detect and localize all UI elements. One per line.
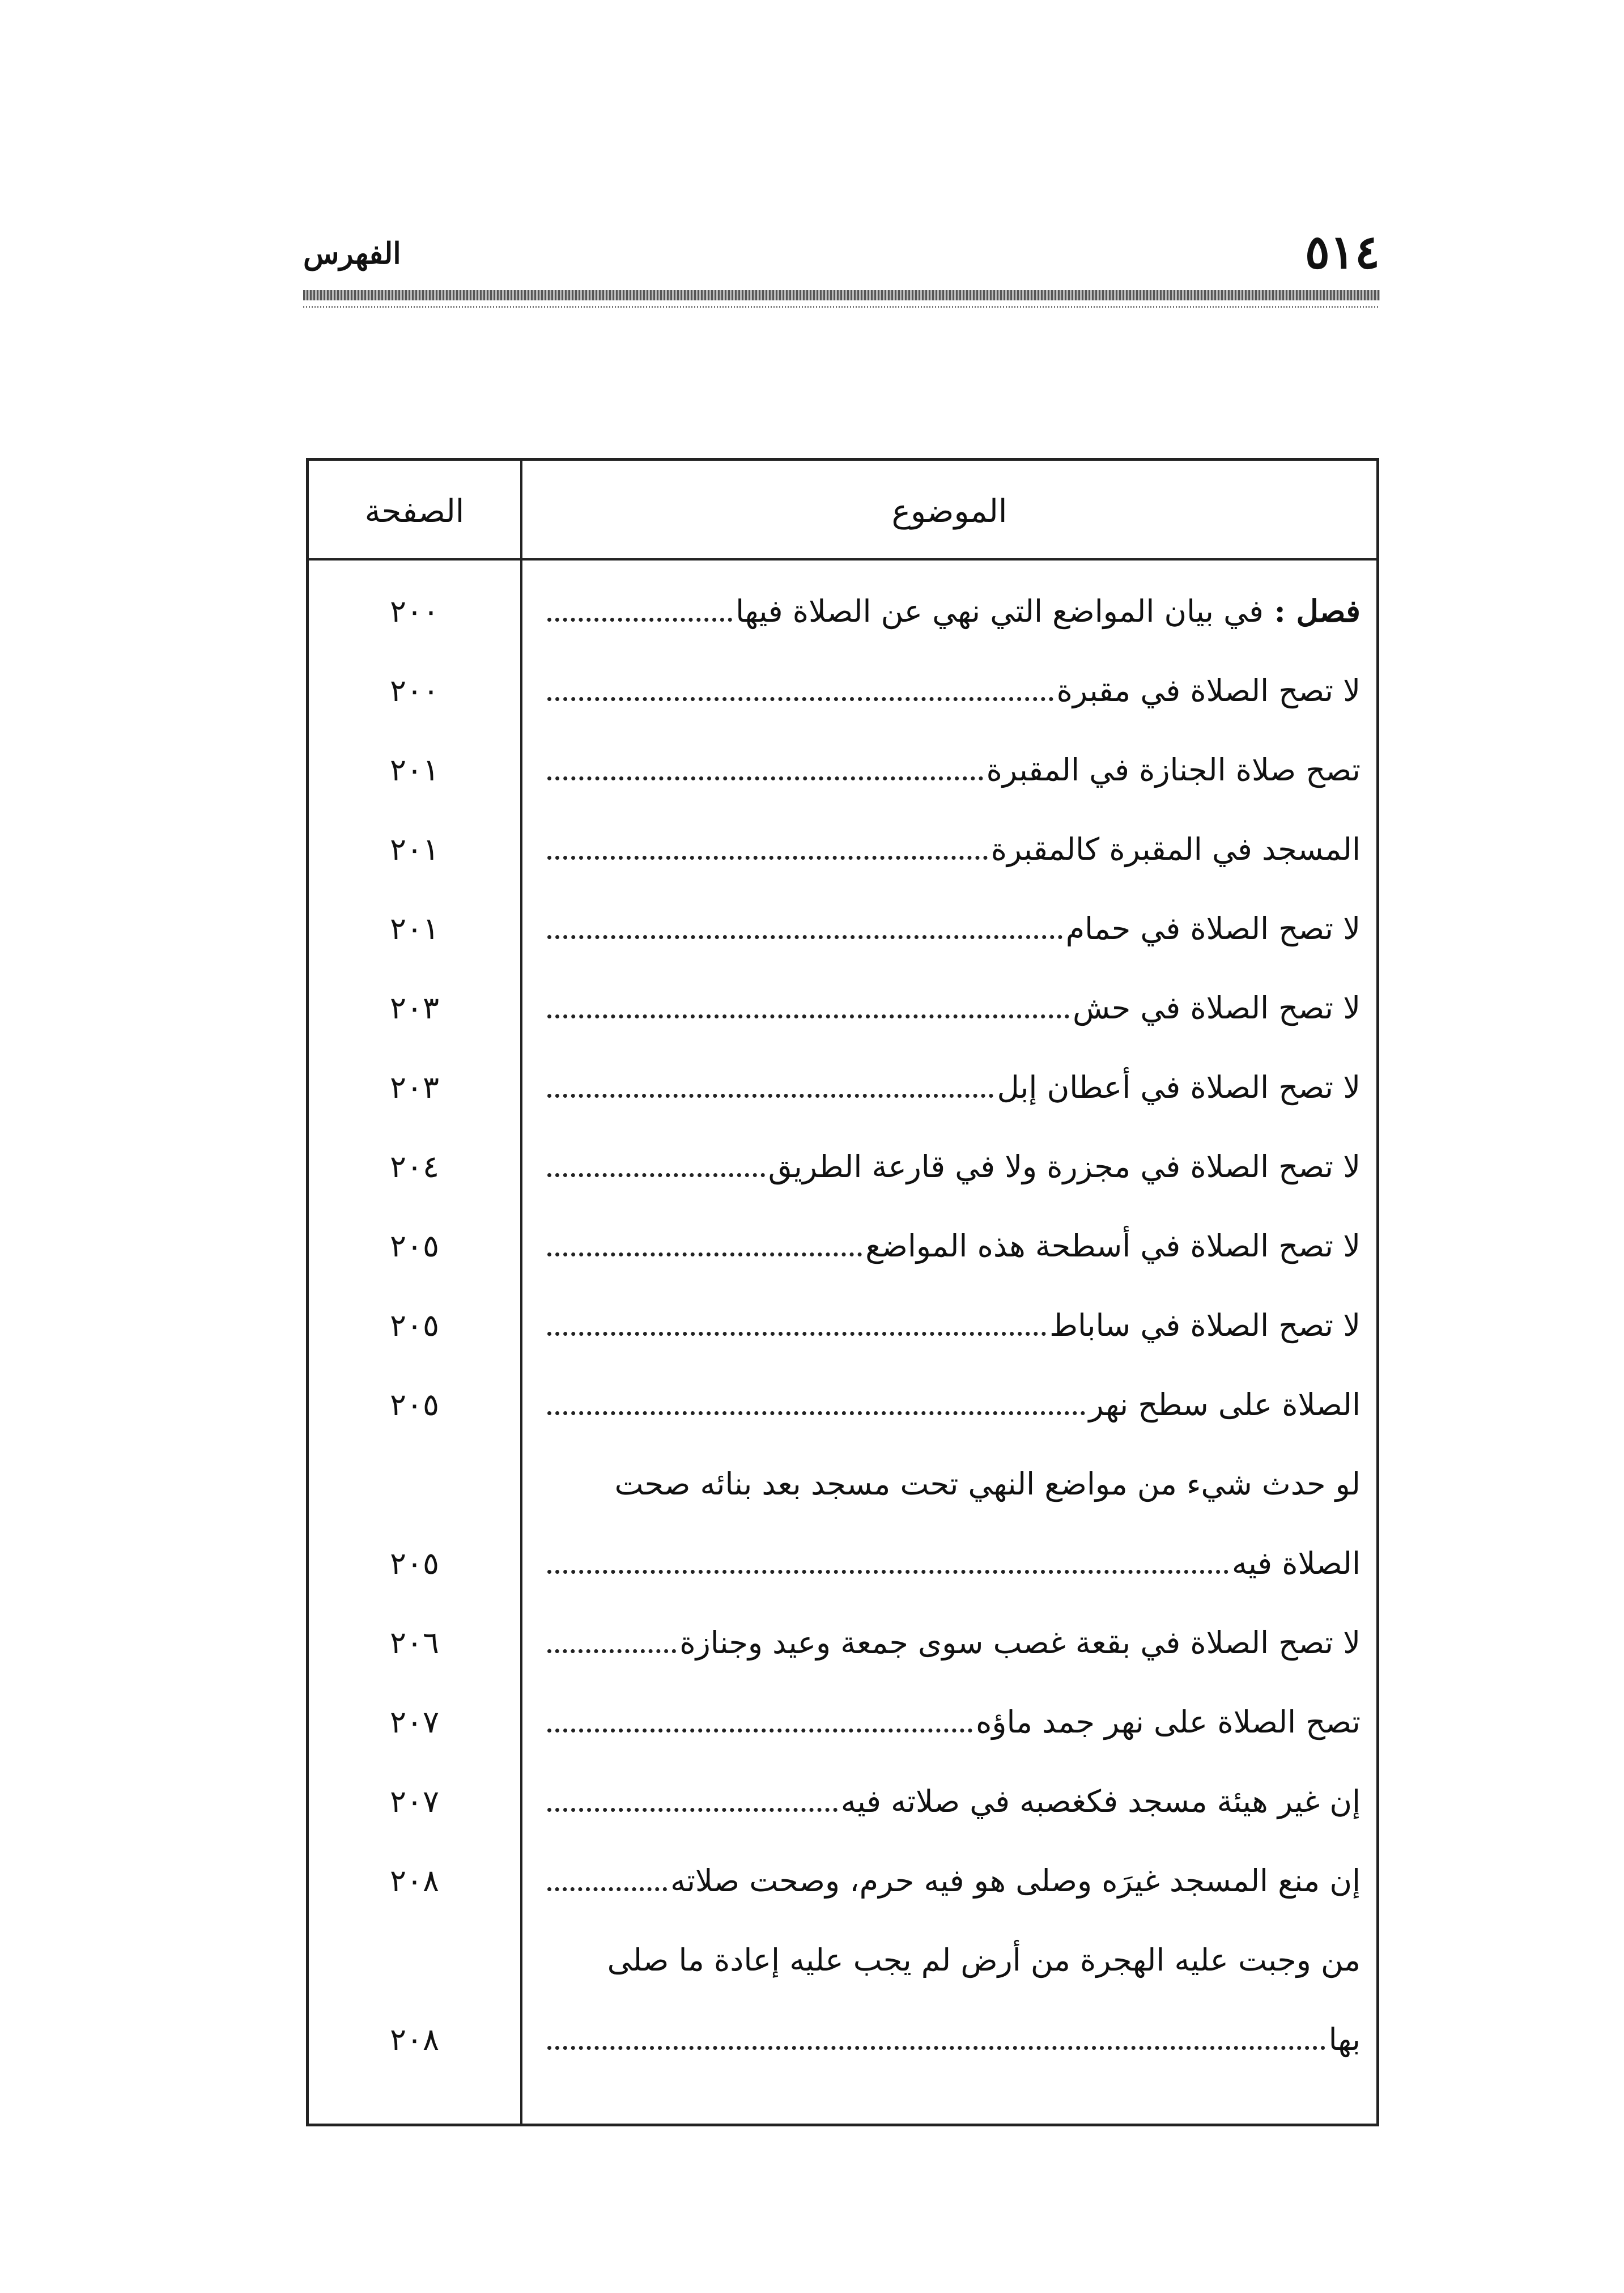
- column-header-topic: الموضوع: [891, 493, 1007, 530]
- dot-leader: [547, 1569, 1228, 1574]
- topic-cell: [544, 1127, 1361, 1207]
- topic-cell: [544, 731, 1361, 810]
- page-ref: ٢٠١: [389, 831, 439, 867]
- page-ref: ٢٠٣: [389, 1069, 439, 1105]
- topic-cell: [544, 1445, 1361, 1603]
- topic-cell: [544, 810, 1361, 889]
- page-ref: ٢٠٥: [389, 1228, 439, 1264]
- topic-text: لا تصح الصلاة في بقعة غصب سوى جمعة وعيد وجنازة: [679, 1625, 1361, 1661]
- index-row: [309, 1213, 1376, 1293]
- topic-text: بها: [1328, 2022, 1361, 2057]
- topic-text: لا تصح الصلاة في حش: [1072, 990, 1361, 1026]
- index-row: [309, 737, 1376, 817]
- topic-text: لا تصح الصلاة في ساباط: [1049, 1307, 1361, 1343]
- page-header: [303, 227, 1380, 278]
- dot-leader: [547, 1887, 667, 1891]
- topic-text: لا تصح الصلاة في أعطان إبل: [997, 1069, 1361, 1105]
- dot-leader: [547, 2045, 1325, 2050]
- topic-text: لا تصح الصلاة في مقبرة: [1056, 673, 1361, 708]
- page-ref: ٢٠٥: [389, 1307, 439, 1343]
- topic-cell: [544, 571, 1361, 651]
- index-rows: [309, 579, 1376, 2086]
- dot-leader: [547, 1093, 993, 1098]
- topic-cell: [544, 1841, 1361, 1921]
- page-ref: ٢٠٣: [389, 990, 439, 1026]
- dot-leader: [547, 855, 988, 860]
- page-ref: ٢٠٨: [389, 2022, 439, 2057]
- topic-first-line: لو حدث شيء من مواضع النهي تحت مسجد بعد بنائه صحت: [614, 1466, 1361, 1502]
- index-row: [309, 1372, 1376, 1451]
- dot-leader: [547, 776, 983, 780]
- dot-leader: [547, 1014, 1069, 1018]
- topic-text: [736, 571, 1361, 651]
- dot-leader: [547, 617, 732, 622]
- topic-text: إن منع المسجد غيرَه وصلى هو فيه حرم، وصحت صلاته: [670, 1863, 1361, 1899]
- dot-leader: [547, 1807, 837, 1812]
- topic-text: إن غير هيئة مسجد فكغصبه في صلاته فيه: [840, 1784, 1361, 1819]
- page-ref: ٢٠٦: [389, 1625, 439, 1661]
- dot-leader: [547, 697, 1053, 701]
- topic-text: لا تصح الصلاة في مجزرة ولا في قارعة الطريق: [768, 1149, 1361, 1184]
- topic-cell: [544, 1603, 1361, 1683]
- topic-cell: [544, 1921, 1361, 2079]
- topic-text: لا تصح الصلاة في أسطحة هذه المواضع: [865, 1228, 1361, 1264]
- topic-cell: [544, 889, 1361, 969]
- index-row: [309, 1451, 1376, 1610]
- dot-leader: [547, 935, 1062, 939]
- topic-text: المسجد في المقبرة كالمقبرة: [990, 831, 1361, 867]
- index-row: [309, 817, 1376, 896]
- column-header-page: الصفحة: [364, 493, 465, 530]
- index-row: [309, 1848, 1376, 1927]
- index-row: [309, 579, 1376, 658]
- page-number: ٥١٤: [1304, 225, 1380, 279]
- topic-cell: [544, 1048, 1361, 1127]
- topic-text: تصح صلاة الجنازة في المقبرة: [986, 752, 1361, 788]
- page-ref: ٢٠٤: [389, 1149, 439, 1184]
- header-rule: [303, 290, 1380, 300]
- index-row: [309, 1293, 1376, 1372]
- page-ref: ٢٠٠: [389, 593, 439, 629]
- index-table: [306, 458, 1379, 2126]
- topic-text: الصلاة على سطح نهر: [1089, 1387, 1361, 1422]
- topic-cell: [544, 1207, 1361, 1286]
- dot-leader: [547, 1649, 676, 1653]
- topic-cell: [544, 969, 1361, 1048]
- topic-first-line: من وجبت عليه الهجرة من أرض لم يجب عليه إعادة ما صلى: [607, 1942, 1361, 1978]
- page-ref: ٢٠٧: [389, 1704, 439, 1740]
- index-row: [309, 658, 1376, 737]
- page-ref: ٢٠٧: [389, 1784, 439, 1819]
- page-ref: ٢٠١: [389, 911, 439, 946]
- topic-text: الصلاة فيه: [1231, 1545, 1361, 1581]
- page-ref: ٢٠١: [389, 752, 439, 788]
- topic-cell: [544, 1762, 1361, 1841]
- topic-cell: [544, 651, 1361, 731]
- header-rule-thin: [303, 306, 1380, 308]
- page-ref: ٢٠٠: [389, 673, 439, 708]
- dot-leader: [547, 1728, 972, 1733]
- topic-text: لا تصح الصلاة في حمام: [1065, 911, 1361, 946]
- index-row: [309, 1927, 1376, 2086]
- index-row: [309, 896, 1376, 975]
- topic-text: تصح الصلاة على نهر جمد ماؤه: [976, 1704, 1361, 1740]
- dot-leader: [547, 1411, 1085, 1415]
- table-header: [309, 461, 1376, 560]
- topic-label: في بيان المواضع التي نهي عن الصلاة فيها: [736, 593, 1264, 629]
- page-ref: ٢٠٥: [389, 1387, 439, 1422]
- topic-cell: [544, 1683, 1361, 1762]
- page-ref: ٢٠٥: [389, 1545, 439, 1581]
- index-row: [309, 1610, 1376, 1689]
- index-row: [309, 1689, 1376, 1769]
- index-row: [309, 1769, 1376, 1848]
- topic-cell: [544, 1286, 1361, 1365]
- dot-leader: [547, 1173, 765, 1177]
- index-row: [309, 975, 1376, 1055]
- index-row: [309, 1055, 1376, 1134]
- topic-cell: [544, 1365, 1361, 1445]
- dot-leader: [547, 1252, 862, 1256]
- topic-lead: فصل :: [1263, 593, 1361, 629]
- index-row: [309, 1134, 1376, 1213]
- running-head: الفهرس: [303, 236, 401, 271]
- dot-leader: [547, 1331, 1046, 1336]
- page-ref: ٢٠٨: [389, 1863, 439, 1899]
